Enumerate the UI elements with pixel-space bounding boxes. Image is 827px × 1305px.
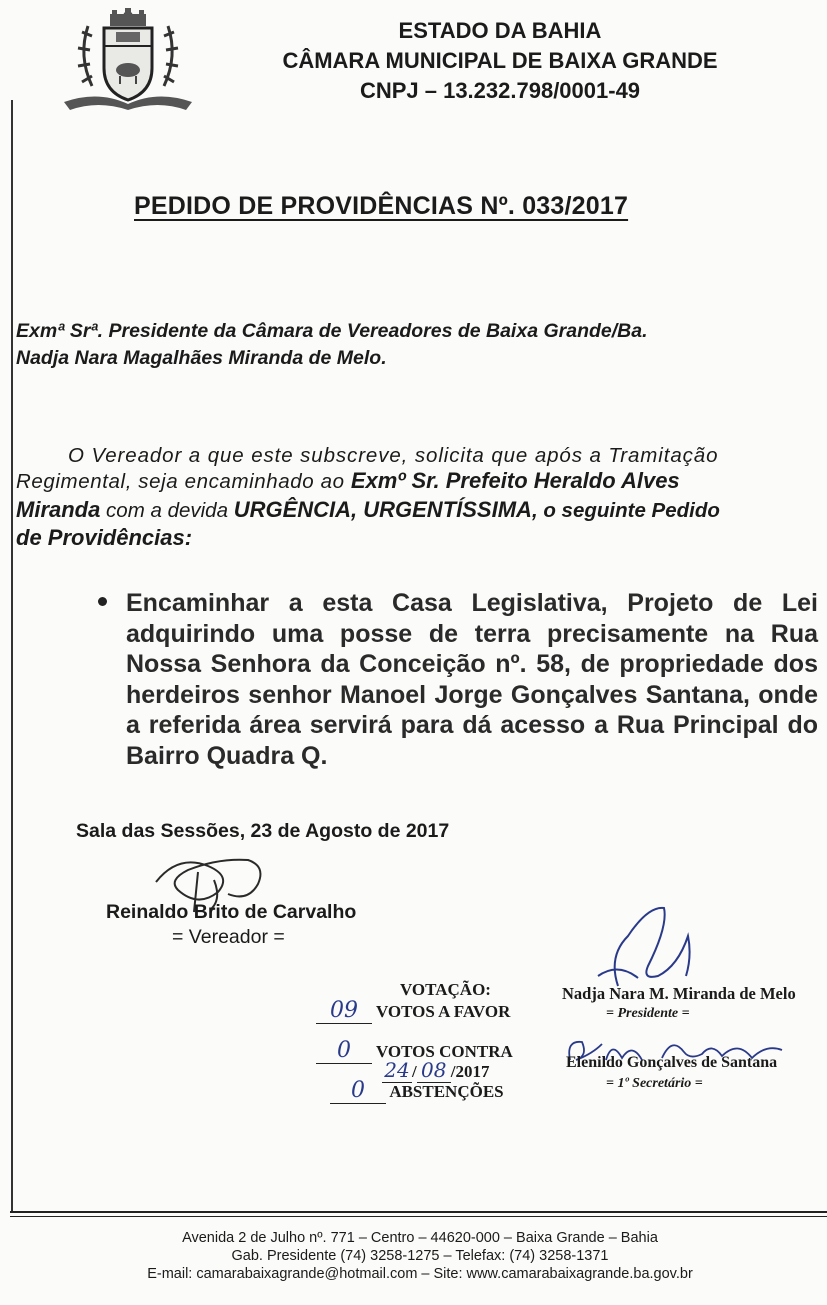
votes-favor-label: VOTOS A FAVOR [375,1002,511,1021]
body-line-3: Miranda com a devida URGÊNCIA, URGENTÍSSIMA, o seguinte Pedido [16,497,720,522]
votes-abstain-count: 0 [330,1078,386,1104]
addressee-line-2: Nadja Nara Magalhães Miranda de Melo. [16,347,387,369]
request-item: Encaminhar a esta Casa Legislativa, Projeto de Lei adquirindo uma posse de terra precisamente na Rua Nossa Senhora da Conceição nº. 58, de propriedade dos herdeiros senhor Manoel Jorge Gonçalves Santana, onde a referida área servirá para dá acesso a Rua Principal do Bairro Quadra Q. [126,589,818,770]
votes-favor-row [316,998,510,1024]
signature-president [588,896,708,996]
votes-favor-count: 09 [316,998,372,1024]
signer-name: Reinaldo Brito de Carvalho [106,901,357,923]
voting-date: 24 / 08 /2017 [382,1058,489,1083]
votes-against-count: 0 [316,1038,372,1064]
body-line-2: Regimental, seja encaminhado ao Exmº Sr. Prefeito Heraldo Alves [16,468,680,493]
votes-against-label: VOTOS CONTRA [375,1042,513,1061]
addressee-line-1: Exmª Srª. Presidente da Câmara de Vereadores de Baixa Grande/Ba. [16,320,648,342]
footer-address: Avenida 2 de Julho nº. 771 – Centro – 44620-000 – Baixa Grande – Bahia [182,1230,658,1246]
president-role: = Presidente = [606,1006,690,1021]
voting-title: VOTAÇÃO: [400,980,491,999]
header-state: ESTADO DA BAHIA [398,18,602,43]
president-name: Nadja Nara M. Miranda de Melo [562,984,796,1003]
signer-role: = Vereador = [172,926,285,948]
secretary-name: Elenildo Gonçalves de Santana [566,1054,778,1071]
footer-contacts: E-mail: camarabaixagrande@hotmail.com – Site: www.camarabaixagrande.ba.gov.br [147,1266,693,1282]
secretary-role: = 1º Secretário = [606,1076,703,1091]
votes-abstain-label: ABSTENÇÕES [389,1082,504,1101]
footer-rule-1 [10,1211,827,1213]
body-line-1: O Vereador a que este subscreve, solicita que após a Tramitação [68,444,719,467]
footer-phones: Gab. Presidente (74) 3258-1275 – Telefax: (74) 3258-1371 [231,1248,609,1264]
closing-line: Sala das Sessões, 23 de Agosto de 2017 [76,820,450,842]
left-margin-line [11,100,13,1212]
body-line-4: de Providências: [16,525,193,550]
header-chamber: CÂMARA MUNICIPAL DE BAIXA GRANDE [282,48,718,73]
footer-rule-2 [10,1216,827,1217]
header-cnpj: CNPJ – 13.232.798/0001-49 [359,78,641,103]
votes-abstain-row [330,1078,504,1104]
document-title: PEDIDO DE PROVIDÊNCIAS Nº. 033/2017 [134,192,629,220]
bullet-icon [98,597,107,606]
coat-of-arms-emblem [58,6,198,112]
